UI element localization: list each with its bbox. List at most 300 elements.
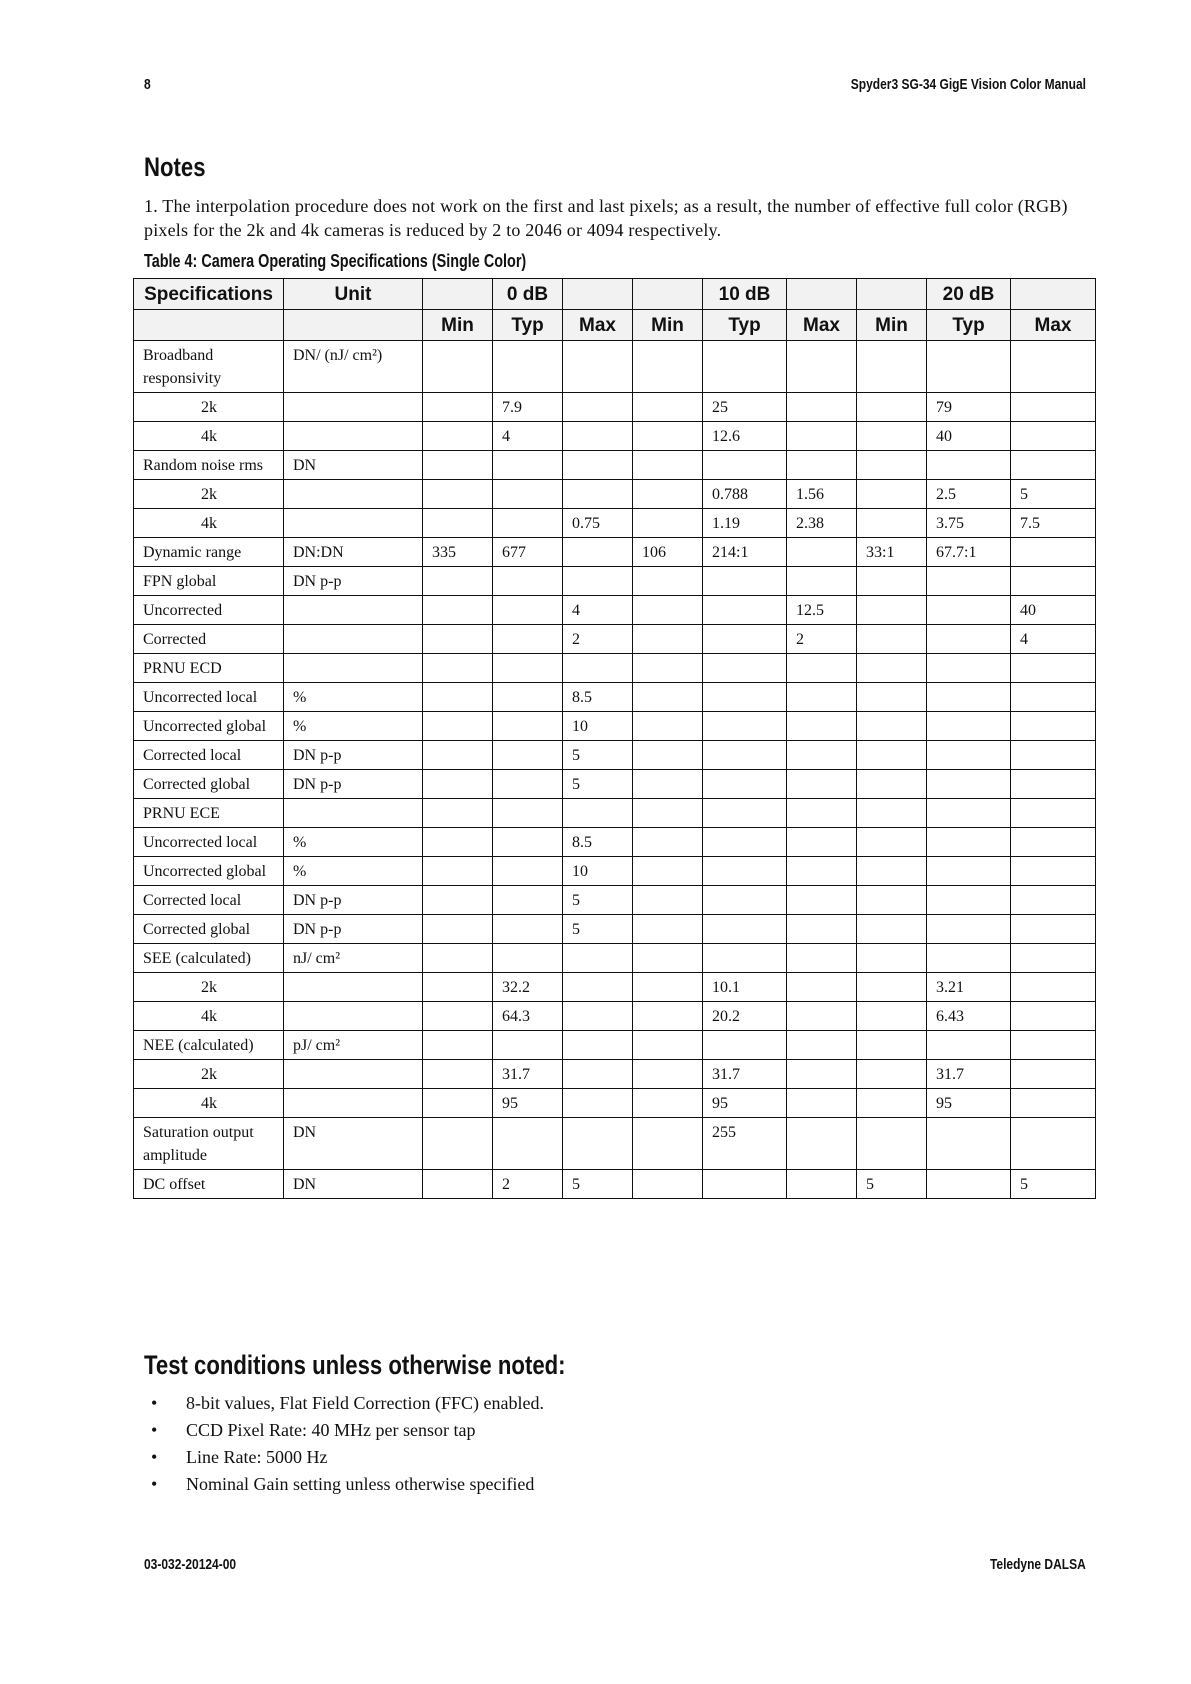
value-cell (1011, 567, 1096, 596)
value-cell (787, 393, 857, 422)
value-cell (633, 1060, 703, 1089)
value-cell (787, 422, 857, 451)
row-label-cell: Corrected global (134, 915, 284, 944)
value-cell (493, 596, 563, 625)
value-cell (857, 480, 927, 509)
value-cell: 31.7 (493, 1060, 563, 1089)
value-cell (857, 1031, 927, 1060)
value-cell (423, 341, 493, 393)
header-cell: 0 dB (493, 279, 563, 310)
value-cell (703, 1170, 787, 1199)
sub-row-label: 4k (201, 1095, 217, 1112)
value-cell (703, 915, 787, 944)
table-row (134, 886, 1096, 915)
value-cell: 12.5 (787, 596, 857, 625)
value-cell (857, 1002, 927, 1031)
header-cell (134, 310, 284, 341)
value-cell: 2.38 (787, 509, 857, 538)
value-cell: 214:1 (703, 538, 787, 567)
value-cell (787, 683, 857, 712)
value-cell: 7.9 (493, 393, 563, 422)
value-cell (633, 712, 703, 741)
value-cell (423, 915, 493, 944)
value-cell: DN (284, 1170, 423, 1199)
header-cell: Typ (927, 310, 1011, 341)
value-cell (563, 944, 633, 973)
value-cell: 677 (493, 538, 563, 567)
value-cell (787, 1060, 857, 1089)
value-cell: 79 (927, 393, 1011, 422)
value-cell: DN p-p (284, 886, 423, 915)
value-cell (284, 393, 423, 422)
value-cell: DN (284, 451, 423, 480)
value-cell (633, 393, 703, 422)
sub-row-label: 4k (201, 428, 217, 445)
value-cell (633, 422, 703, 451)
sub-row-label: 2k (201, 979, 217, 996)
value-cell (927, 741, 1011, 770)
value-cell: 1.56 (787, 480, 857, 509)
value-cell (1011, 1031, 1096, 1060)
value-cell (787, 973, 857, 1002)
row-label-cell: PRNU ECD (134, 654, 284, 683)
value-cell (703, 799, 787, 828)
value-cell (633, 886, 703, 915)
page-number: 8 (144, 76, 151, 93)
value-cell (1011, 393, 1096, 422)
value-cell (493, 741, 563, 770)
value-cell (857, 1060, 927, 1089)
table-header-row (134, 279, 1096, 310)
value-cell (633, 1002, 703, 1031)
value-cell (493, 857, 563, 886)
value-cell (423, 683, 493, 712)
row-label-cell (134, 973, 284, 1002)
value-cell (857, 799, 927, 828)
table-row (134, 1118, 1096, 1170)
value-cell (857, 683, 927, 712)
value-cell: 20.2 (703, 1002, 787, 1031)
value-cell (1011, 538, 1096, 567)
table-row (134, 944, 1096, 973)
table-row (134, 451, 1096, 480)
notes-heading: Notes (144, 152, 206, 182)
value-cell: 25 (703, 393, 787, 422)
value-cell: % (284, 857, 423, 886)
table-row (134, 1031, 1096, 1060)
value-cell (703, 712, 787, 741)
value-cell (563, 1118, 633, 1170)
value-cell (787, 538, 857, 567)
table-row (134, 596, 1096, 625)
table-row (134, 1002, 1096, 1031)
value-cell (857, 341, 927, 393)
header-cell (633, 279, 703, 310)
value-cell (284, 1002, 423, 1031)
value-cell (927, 341, 1011, 393)
value-cell (284, 799, 423, 828)
value-cell (633, 683, 703, 712)
table-row (134, 973, 1096, 1002)
value-cell (633, 567, 703, 596)
document-title: Spyder3 SG-34 GigE Vision Color Manual (850, 76, 1086, 93)
value-cell: 31.7 (927, 1060, 1011, 1089)
table-row (134, 341, 1096, 393)
table-row (134, 915, 1096, 944)
header-cell: Unit (284, 279, 423, 310)
table-row (134, 1060, 1096, 1089)
value-cell (423, 567, 493, 596)
value-cell: % (284, 712, 423, 741)
header-cell: Typ (493, 310, 563, 341)
row-label-cell (134, 480, 284, 509)
value-cell: 67.7:1 (927, 538, 1011, 567)
value-cell: 106 (633, 538, 703, 567)
value-cell (423, 1002, 493, 1031)
value-cell (423, 509, 493, 538)
value-cell (787, 1170, 857, 1199)
value-cell: 2 (787, 625, 857, 654)
value-cell: DN p-p (284, 770, 423, 799)
value-cell (787, 799, 857, 828)
value-cell: 40 (1011, 596, 1096, 625)
value-cell (857, 886, 927, 915)
value-cell (1011, 915, 1096, 944)
row-label-cell: Uncorrected global (134, 712, 284, 741)
value-cell (787, 1002, 857, 1031)
value-cell (633, 596, 703, 625)
value-cell (633, 1031, 703, 1060)
value-cell (1011, 973, 1096, 1002)
table-row (134, 509, 1096, 538)
table-row (134, 857, 1096, 886)
value-cell (423, 1060, 493, 1089)
value-cell (633, 451, 703, 480)
sub-row-label: 2k (201, 399, 217, 416)
value-cell (927, 944, 1011, 973)
value-cell (563, 654, 633, 683)
camera-specifications-table (133, 278, 1096, 1199)
value-cell (493, 828, 563, 857)
sub-row-label: 4k (201, 1008, 217, 1025)
row-label-cell (134, 1089, 284, 1118)
value-cell (787, 886, 857, 915)
value-cell (563, 538, 633, 567)
header-cell: Specifications (134, 279, 284, 310)
value-cell (423, 944, 493, 973)
value-cell (927, 625, 1011, 654)
value-cell: 335 (423, 538, 493, 567)
value-cell: 5 (563, 770, 633, 799)
value-cell (787, 654, 857, 683)
table-row (134, 1170, 1096, 1199)
company-name: Teledyne DALSA (990, 1556, 1086, 1573)
value-cell: DN p-p (284, 915, 423, 944)
value-cell (927, 1170, 1011, 1199)
value-cell (703, 596, 787, 625)
value-cell (633, 509, 703, 538)
table-row (134, 1089, 1096, 1118)
header-cell (284, 310, 423, 341)
value-cell (927, 654, 1011, 683)
table-row (134, 770, 1096, 799)
value-cell (927, 451, 1011, 480)
value-cell (703, 944, 787, 973)
value-cell (857, 567, 927, 596)
value-cell (703, 567, 787, 596)
value-cell (563, 451, 633, 480)
value-cell (1011, 451, 1096, 480)
header-cell: 10 dB (703, 279, 787, 310)
value-cell (563, 480, 633, 509)
value-cell (633, 828, 703, 857)
value-cell (493, 944, 563, 973)
value-cell (563, 422, 633, 451)
value-cell (857, 625, 927, 654)
value-cell: 32.2 (493, 973, 563, 1002)
value-cell (423, 625, 493, 654)
value-cell (563, 567, 633, 596)
value-cell (927, 567, 1011, 596)
value-cell (927, 857, 1011, 886)
value-cell (423, 1170, 493, 1199)
value-cell (493, 1118, 563, 1170)
table-row (134, 538, 1096, 567)
value-cell (857, 828, 927, 857)
value-cell (284, 1089, 423, 1118)
row-label-cell: SEE (calculated) (134, 944, 284, 973)
row-label-cell: FPN global (134, 567, 284, 596)
value-cell: 6.43 (927, 1002, 1011, 1031)
table-row (134, 828, 1096, 857)
value-cell (423, 828, 493, 857)
row-label-cell (134, 1002, 284, 1031)
value-cell (633, 625, 703, 654)
value-cell (857, 857, 927, 886)
value-cell (563, 799, 633, 828)
value-cell: DN p-p (284, 567, 423, 596)
value-cell (423, 451, 493, 480)
table-row (134, 712, 1096, 741)
value-cell: 5 (563, 915, 633, 944)
value-cell (493, 341, 563, 393)
value-cell: 1.19 (703, 509, 787, 538)
value-cell (563, 393, 633, 422)
value-cell: 4 (493, 422, 563, 451)
test-conditions-heading: Test conditions unless otherwise noted: (144, 1350, 566, 1380)
header-cell (563, 279, 633, 310)
table-row (134, 683, 1096, 712)
value-cell: 2.5 (927, 480, 1011, 509)
row-label-cell: Uncorrected local (134, 683, 284, 712)
value-cell (927, 1118, 1011, 1170)
value-cell (633, 770, 703, 799)
table-row (134, 393, 1096, 422)
value-cell (1011, 944, 1096, 973)
value-cell (423, 886, 493, 915)
value-cell: 95 (927, 1089, 1011, 1118)
value-cell (857, 393, 927, 422)
document-number: 03-032-20124-00 (144, 1556, 237, 1573)
value-cell (927, 712, 1011, 741)
value-cell (563, 1060, 633, 1089)
value-cell (857, 451, 927, 480)
value-cell (787, 915, 857, 944)
value-cell: 64.3 (493, 1002, 563, 1031)
value-cell (787, 567, 857, 596)
list-item: • Nominal Gain setting unless otherwise specified (144, 1471, 544, 1498)
row-label-cell: DC offset (134, 1170, 284, 1199)
value-cell (1011, 770, 1096, 799)
header-cell: Max (1011, 310, 1096, 341)
value-cell (857, 741, 927, 770)
value-cell: 5 (563, 886, 633, 915)
value-cell (1011, 1089, 1096, 1118)
value-cell (787, 741, 857, 770)
value-cell (857, 915, 927, 944)
value-cell (787, 1118, 857, 1170)
value-cell (857, 770, 927, 799)
value-cell (927, 915, 1011, 944)
value-cell (633, 915, 703, 944)
value-cell: 0.788 (703, 480, 787, 509)
value-cell (787, 770, 857, 799)
value-cell: 5 (1011, 480, 1096, 509)
table-caption: Table 4: Camera Operating Specifications (Single Color) (144, 251, 527, 271)
value-cell (423, 596, 493, 625)
value-cell: 12.6 (703, 422, 787, 451)
value-cell (927, 828, 1011, 857)
sub-row-label: 4k (201, 515, 217, 532)
value-cell (857, 712, 927, 741)
value-cell: nJ/ cm² (284, 944, 423, 973)
value-cell (284, 654, 423, 683)
value-cell: 255 (703, 1118, 787, 1170)
value-cell (787, 341, 857, 393)
header-cell: Max (787, 310, 857, 341)
value-cell (1011, 341, 1096, 393)
header-cell (1011, 279, 1096, 310)
value-cell (423, 1089, 493, 1118)
value-cell (857, 973, 927, 1002)
header-cell (423, 279, 493, 310)
value-cell (493, 567, 563, 596)
row-label-cell: Random noise rms (134, 451, 284, 480)
row-label-cell: PRNU ECE (134, 799, 284, 828)
value-cell: 10 (563, 857, 633, 886)
value-cell (493, 480, 563, 509)
value-cell: 33:1 (857, 538, 927, 567)
value-cell (633, 1089, 703, 1118)
value-cell (1011, 828, 1096, 857)
value-cell (423, 654, 493, 683)
value-cell (703, 341, 787, 393)
value-cell (633, 341, 703, 393)
value-cell (563, 1002, 633, 1031)
value-cell (423, 422, 493, 451)
header-cell: Min (857, 310, 927, 341)
value-cell (493, 770, 563, 799)
value-cell: 2 (563, 625, 633, 654)
sub-row-label: 2k (201, 486, 217, 503)
value-cell (493, 712, 563, 741)
row-label-cell: NEE (calculated) (134, 1031, 284, 1060)
value-cell (423, 741, 493, 770)
value-cell (1011, 886, 1096, 915)
row-label-cell (134, 509, 284, 538)
value-cell (284, 596, 423, 625)
table-subheader-row (134, 310, 1096, 341)
value-cell (423, 712, 493, 741)
table-row (134, 625, 1096, 654)
value-cell (633, 480, 703, 509)
value-cell (857, 1118, 927, 1170)
header-cell: Min (423, 310, 493, 341)
value-cell (857, 596, 927, 625)
value-cell (1011, 712, 1096, 741)
value-cell (1011, 1060, 1096, 1089)
value-cell (423, 393, 493, 422)
value-cell (703, 741, 787, 770)
value-cell (1011, 799, 1096, 828)
value-cell (633, 741, 703, 770)
value-cell: 5 (1011, 1170, 1096, 1199)
value-cell (633, 944, 703, 973)
value-cell (787, 857, 857, 886)
table-row (134, 799, 1096, 828)
value-cell: 3.75 (927, 509, 1011, 538)
value-cell (787, 1031, 857, 1060)
value-cell: % (284, 683, 423, 712)
value-cell (703, 770, 787, 799)
value-cell (284, 973, 423, 1002)
row-label-cell: Corrected local (134, 886, 284, 915)
value-cell (1011, 1002, 1096, 1031)
table-row (134, 654, 1096, 683)
value-cell: 7.5 (1011, 509, 1096, 538)
value-cell (927, 770, 1011, 799)
row-label-cell: Dynamic range (134, 538, 284, 567)
value-cell (563, 1031, 633, 1060)
value-cell: 40 (927, 422, 1011, 451)
row-label-cell (134, 393, 284, 422)
value-cell: 5 (563, 741, 633, 770)
value-cell: pJ/ cm² (284, 1031, 423, 1060)
value-cell (927, 596, 1011, 625)
value-cell (857, 422, 927, 451)
list-item: • Line Rate: 5000 Hz (144, 1444, 544, 1471)
value-cell (284, 422, 423, 451)
value-cell: 31.7 (703, 1060, 787, 1089)
header-cell: Max (563, 310, 633, 341)
value-cell (284, 1060, 423, 1089)
value-cell: 3.21 (927, 973, 1011, 1002)
row-label-cell (134, 1060, 284, 1089)
value-cell (857, 1089, 927, 1118)
value-cell (703, 683, 787, 712)
value-cell (423, 1118, 493, 1170)
value-cell (563, 1089, 633, 1118)
table-row (134, 741, 1096, 770)
row-label-cell: Uncorrected local (134, 828, 284, 857)
value-cell: DN/ (nJ/ cm²) (284, 341, 423, 393)
value-cell (284, 625, 423, 654)
table-row (134, 567, 1096, 596)
value-cell (563, 973, 633, 1002)
value-cell (787, 712, 857, 741)
value-cell: % (284, 828, 423, 857)
value-cell: 5 (857, 1170, 927, 1199)
